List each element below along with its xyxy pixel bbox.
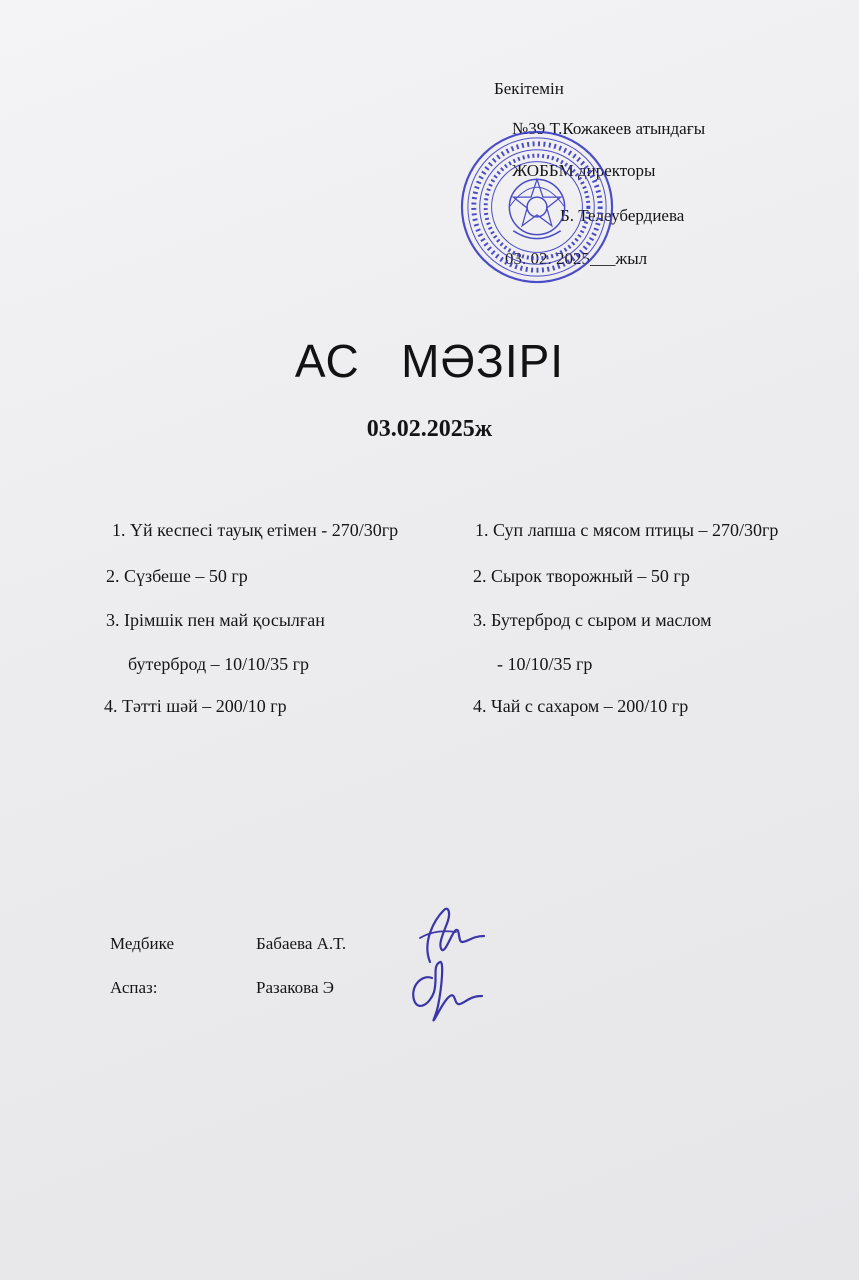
menu-item-ru-3-continued: - 10/10/35 гр bbox=[497, 654, 593, 674]
signature-name: Разакова Э bbox=[256, 978, 334, 997]
menu-item-ru-2: 2. Сырок творожный – 50 гр bbox=[473, 566, 690, 586]
menu-item-kk-1: 1. Үй кеспесі тауық етімен - 270/30гр bbox=[112, 520, 399, 540]
signature-role: Аспаз: bbox=[110, 978, 158, 997]
handwritten-signature-cook-icon bbox=[402, 956, 484, 1026]
menu-item-ru-3: 3. Бутерброд с сыром и маслом bbox=[473, 610, 712, 630]
menu-item-kk-3: 3. Ірімшік пен май қосылған bbox=[106, 610, 325, 630]
approval-position: ЖОББМ директоры bbox=[512, 161, 656, 180]
page-title: АС МӘЗІРІ bbox=[294, 335, 565, 387]
approval-school: №39 Т.Кожакеев атындағы bbox=[512, 119, 706, 138]
menu-item-kk-3-continued: бутерброд – 10/10/35 гр bbox=[128, 654, 310, 674]
menu-item-kk-2: 2. Сүзбеше – 50 гр bbox=[106, 566, 248, 586]
approval-block bbox=[0, 0, 859, 300]
menu-item-ru-1: 1. Суп лапша с мясом птицы – 270/30гр bbox=[475, 520, 779, 540]
approval-date: 03. 02. 2025___жыл bbox=[505, 249, 648, 268]
signature-name: Бабаева А.Т. bbox=[256, 934, 347, 953]
approval-director: Б. Телеубердиева bbox=[560, 206, 685, 225]
menu-item-kk-4: 4. Тәтті шәй – 200/10 гр bbox=[104, 696, 287, 716]
signature-role: Медбике bbox=[110, 934, 174, 953]
menu-item-ru-4: 4. Чай с сахаром – 200/10 гр bbox=[473, 696, 689, 716]
menu-date: 03.02.2025ж bbox=[366, 416, 493, 442]
approval-word: Бекітемін bbox=[494, 79, 564, 98]
school-seal-stamp-icon bbox=[458, 128, 616, 286]
